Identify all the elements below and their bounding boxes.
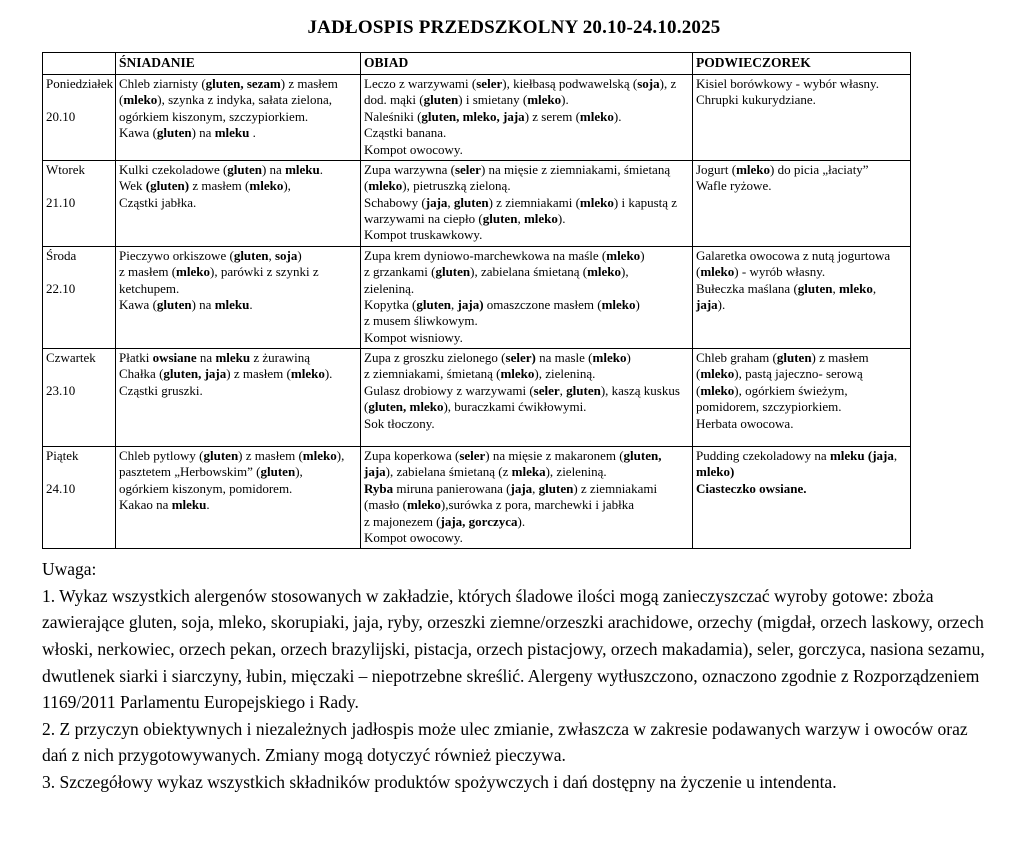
note-item-1: 1. Wykaz wszystkich alergenów stosowanych w zakładzie, których śladowe ilości mogą zanieczyszczać wyroby gotowe: zboża zawierające gluten, soja, mleko, skorupiaki, jaja, ryby, orzeszki ziemne/orzeszki arachidowe, orzechy (migdał, orzech laskowy, orzech włoski, nerkowiec, orzech pekan, orzech brazylijski, pistacja, orzech pistacjowy, orzech makadamia), seler, gorczyca, nasiona sezamu, dwutlenek siarki i siarczyny, łubin, mięczaki – niepotrzebne skreślić. Alergeny wytłuszczono, oznaczono zgodnie z Rozporządzeniem 1169/2011 Parlamentu Europejskiego i Rady. <box>42 585 985 713</box>
lunch-cell: Leczo z warzywami (seler), kiełbasą podwawelską (soja), z dod. mąki (gluten) i smietany (mleko). Naleśniki (gluten, mleko, jaja) z serem (mleko). Cząstki banana. Kompot owocowy. <box>361 75 693 161</box>
notes-heading: Uwaga: <box>42 559 97 580</box>
day-date: 20.10 <box>46 109 76 125</box>
table-row-wednesday <box>43 246 911 348</box>
header-snack: PODWIECZOREK <box>693 53 911 75</box>
day-cell <box>43 160 116 246</box>
menu-table <box>42 52 911 549</box>
table-row-monday <box>43 75 911 161</box>
table-row-tuesday <box>43 160 911 246</box>
lunch-cell: Zupa krem dyniowo-marchewkowa na maśle (mleko) z grzankami (gluten), zabielana śmietaną (mleko), zieleniną. Kopytka (gluten, jaja) omaszczone masłem (mleko) z musem śliwkowym. Kompot wisniowy. <box>361 246 693 348</box>
header-breakfast: ŚNIADANIE <box>116 53 361 75</box>
day-cell <box>43 447 116 549</box>
day-name: Piątek <box>46 448 79 463</box>
day-date: 21.10 <box>46 195 76 211</box>
breakfast-cell: Pieczywo orkiszowe (gluten, soja) z masłem (mleko), parówki z szynki z ketchupem. Kawa (gluten) na mleku. <box>116 246 361 348</box>
day-name: Czwartek <box>46 350 96 365</box>
snack-cell: Galaretka owocowa z nutą jogurtowa (mleko) - wyrób własny. Bułeczka maślana (gluten, mleko, jaja). <box>693 246 911 348</box>
snack-cell: Pudding czekoladowy na mleku (jaja, mleko) Ciasteczko owsiane. <box>693 447 911 549</box>
header-lunch: OBIAD <box>361 53 693 75</box>
page-title: JADŁOSPIS PRZEDSZKOLNY 20.10-24.10.2025 <box>307 17 721 38</box>
day-name: Poniedziałek <box>46 76 114 91</box>
header-day <box>43 53 116 75</box>
breakfast-cell: Chleb ziarnisty (gluten, sezam) z masłem (mleko), szynka z indyka, sałata zielona, ogórkiem kiszonym, szczypiorkiem. Kawa (gluten) na mleku . <box>116 75 361 161</box>
breakfast-cell: Chleb pytlowy (gluten) z masłem (mleko), pasztetem „Herbowskim” (gluten), ogórkiem kiszonym, pomidorem. Kakao na mleku. <box>116 447 361 549</box>
day-date: 23.10 <box>46 383 76 399</box>
header-row <box>43 53 911 75</box>
lunch-cell: Zupa warzywna (seler) na mięsie z ziemniakami, śmietaną (mleko), pietruszką zieloną. Schabowy (jaja, gluten) z ziemniakami (mleko) i kapustą z warzywami na ciepło (gluten, mleko). Kompot truskawkowy. <box>361 160 693 246</box>
day-date: 24.10 <box>46 481 76 497</box>
breakfast-cell: Płatki owsiane na mleku z żurawiną Chałka (gluten, jaja) z masłem (mleko). Cząstki gruszki. <box>116 349 361 447</box>
day-date: 22.10 <box>46 281 76 297</box>
note-item-2: 2. Z przyczyn obiektywnych i niezależnych jadłospis może ulec zmianie, zwłaszcza w zakresie podawanych warzyw i owoców oraz dań z nich przygotowywanych. Zmiany mogą dotyczyć również pieczywa. <box>42 718 968 766</box>
lunch-cell: Zupa koperkowa (seler) na mięsie z makaronem (gluten, jaja), zabielana śmietaną (z mleka), zieleniną. Ryba miruna panierowana (jaja, gluten) z ziemniakami (masło (mleko),surówka z pora, marchewki i jabłka z majonezem (jaja, gorczyca). Kompot owocowy. <box>361 447 693 549</box>
day-name: Wtorek <box>46 161 85 177</box>
notes-section <box>42 556 990 795</box>
day-cell <box>43 246 116 348</box>
snack-cell: Chleb graham (gluten) z masłem (mleko), pastą jajeczno- serową (mleko), ogórkiem świeżym, pomidorem, szczypiorkiem. Herbata owocowa. <box>693 349 911 447</box>
note-item-3: 3. Szczegółowy wykaz wszystkich składników produktów spożywczych i dań dostępny na życzenie u intendenta. <box>42 772 837 792</box>
snack-cell: Kisiel borówkowy - wybór własny. Chrupki kukurydziane. <box>693 75 911 161</box>
day-cell <box>43 75 116 161</box>
breakfast-cell: Kulki czekoladowe (gluten) na mleku. Wek (gluten) z masłem (mleko), Cząstki jabłka. <box>116 160 361 246</box>
snack-cell: Jogurt (mleko) do picia „łaciaty” Wafle ryżowe. <box>693 160 911 246</box>
day-name: Środa <box>46 247 77 263</box>
table-row-friday <box>43 447 911 549</box>
day-cell <box>43 349 116 447</box>
lunch-cell: Zupa z groszku zielonego (seler) na masle (mleko) z ziemniakami, śmietaną (mleko), zieleniną. Gulasz drobiowy z warzywami (seler, gluten), kaszą kuskus (gluten, mleko), buraczkami ćwikłowymi. Sok tłoczony. <box>361 349 693 447</box>
table-row-thursday <box>43 349 911 447</box>
